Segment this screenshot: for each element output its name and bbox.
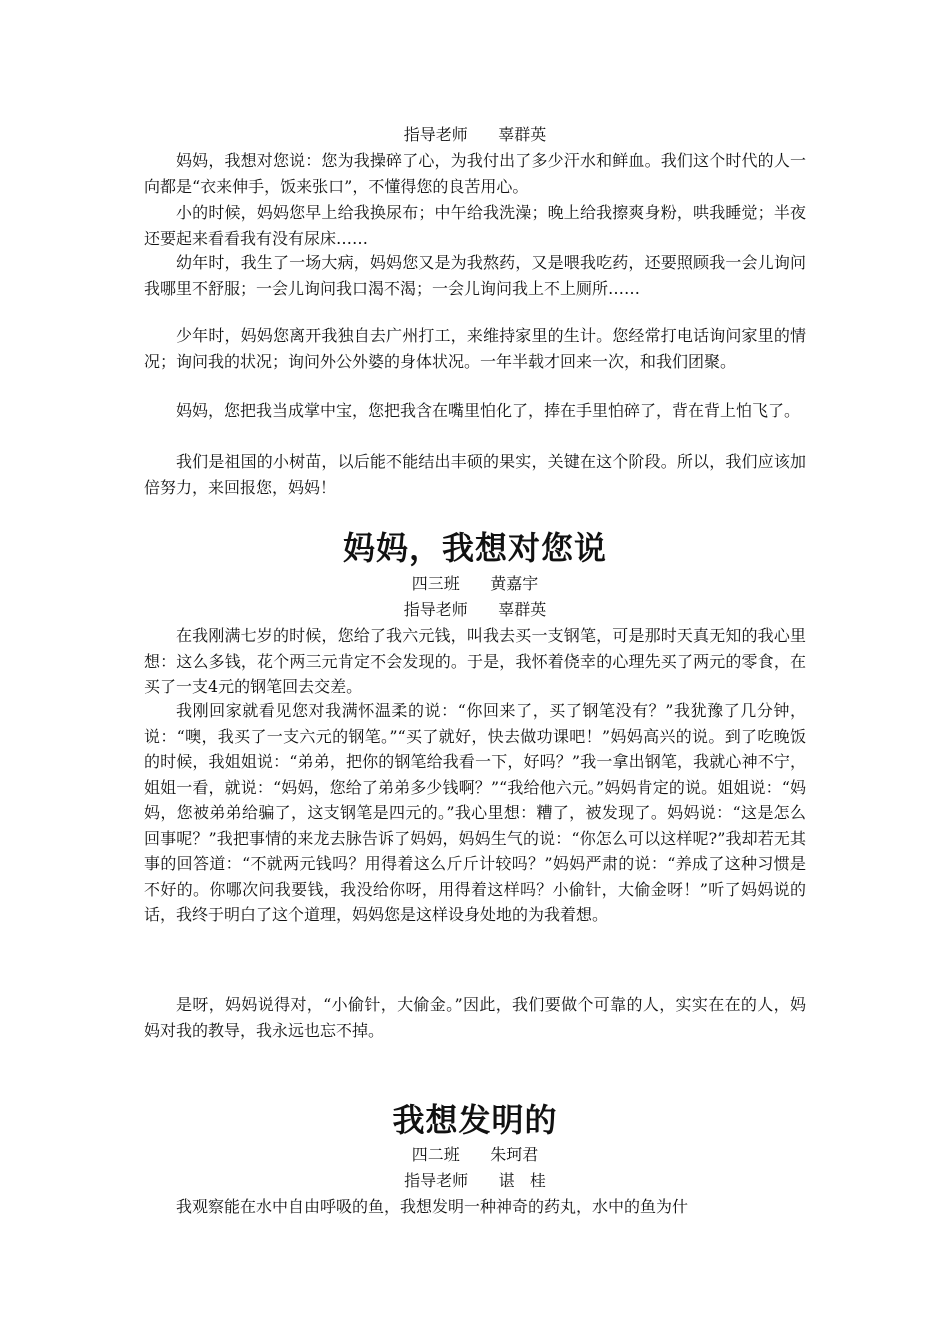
paragraph: 少年时，妈妈您离开我独自去广州打工，来维持家里的生计。您经常打电话询问家里的情况；询问我的状况；询问外公外婆的身体状况。一年半载才回来一次，和我们团聚。 (144, 326, 806, 371)
essay-title: 妈妈，我想对您说 (342, 529, 607, 567)
paragraph: 妈妈，您把我当成掌中宝，您把我含在嘴里怕化了，捧在手里怕碎了，背在背上怕飞了。 (176, 401, 801, 420)
paragraph: 我们是祖国的小树苗，以后能不能结出丰硕的果实，关键在这个阶段。所以，我们应该加倍努力，来回报您，妈妈！ (144, 452, 806, 497)
paragraph: 幼年时，我生了一场大病，妈妈您又是为我熬药，又是喂我吃药，还要照顾我一会儿询问我哪里不舒服；一会儿询问我口渴不渴；一会儿询问我上不上厕所…… (144, 253, 806, 298)
paragraph: 妈妈，我想对您说：您为我操碎了心，为我付出了多少汗水和鲜血。我们这个时代的人一向都是“衣来伸手，饭来张口”，不懂得您的良苦用心。 (144, 151, 806, 196)
paragraph: 我观察能在水中自由呼吸的鱼，我想发明一种神奇的药丸，水中的鱼为什 (176, 1197, 689, 1216)
essay-title: 我想发明的 (392, 1101, 558, 1139)
teacher-line: 指导老师 谌 桂 (404, 1171, 546, 1190)
paragraph: 是呀，妈妈说得对，“小偷针，大偷金。”因此，我们要做个可靠的人，实实在在的人，妈妈对我的教导，我永远也忘不掉。 (144, 995, 806, 1040)
teacher-line: 指导老师 辜群英 (403, 600, 547, 619)
author-line: 四三班 黄嘉宇 (411, 574, 539, 593)
paragraph: 我刚回家就看见您对我满怀温柔的说：“你回来了，买了钢笔没有？”我犹豫了几分钟，说：“噢，我买了一支六元的钢笔。”“买了就好，快去做功课吧！”妈妈高兴的说。到了吃晚饭的时候，我姐姐说：“弟弟，把你的钢笔给我看一下，好吗？”我一拿出钢笔，我就心神不宁，姐姐一看，就说：“妈妈，您给了弟弟多少钱啊？”“我给他六元。”妈妈肯定的说。姐姐说：“妈妈，您被弟弟给骗了，这支钢笔是四元的。”我心里想：糟了，被发现了。妈妈说：“这是怎么回事呢？”我把事情的来龙去脉告诉了妈妈，妈妈生气的说：“你怎么可以这样呢?”我却若无其事的回答道：“不就两元钱吗？用得着这么斤斤计较吗？”妈妈严肃的说：“养成了这种习惯是不好的。你哪次问我要钱，我没给你呀，用得着这样吗？小偷针，大偷金呀！”听了妈妈说的话，我终于明白了这个道理，妈妈您是这样设身处地的为我着想。 (144, 701, 806, 924)
teacher-line: 指导老师 辜群英 (403, 125, 547, 144)
paragraph: 在我刚满七岁的时候，您给了我六元钱，叫我去买一支钢笔，可是那时天真无知的我心里想：这么多钱，花个两三元肯定不会发现的。于是，我怀着侥幸的心理先买了两元的零食，在买了一支4元的钢笔回去交差。 (144, 626, 806, 696)
author-line: 四二班 朱珂君 (411, 1145, 539, 1164)
paragraph: 小的时候，妈妈您早上给我换尿布；中午给我洗澡；晚上给我擦爽身粉，哄我睡觉；半夜还要起来看看我有没有尿床…… (144, 203, 806, 248)
